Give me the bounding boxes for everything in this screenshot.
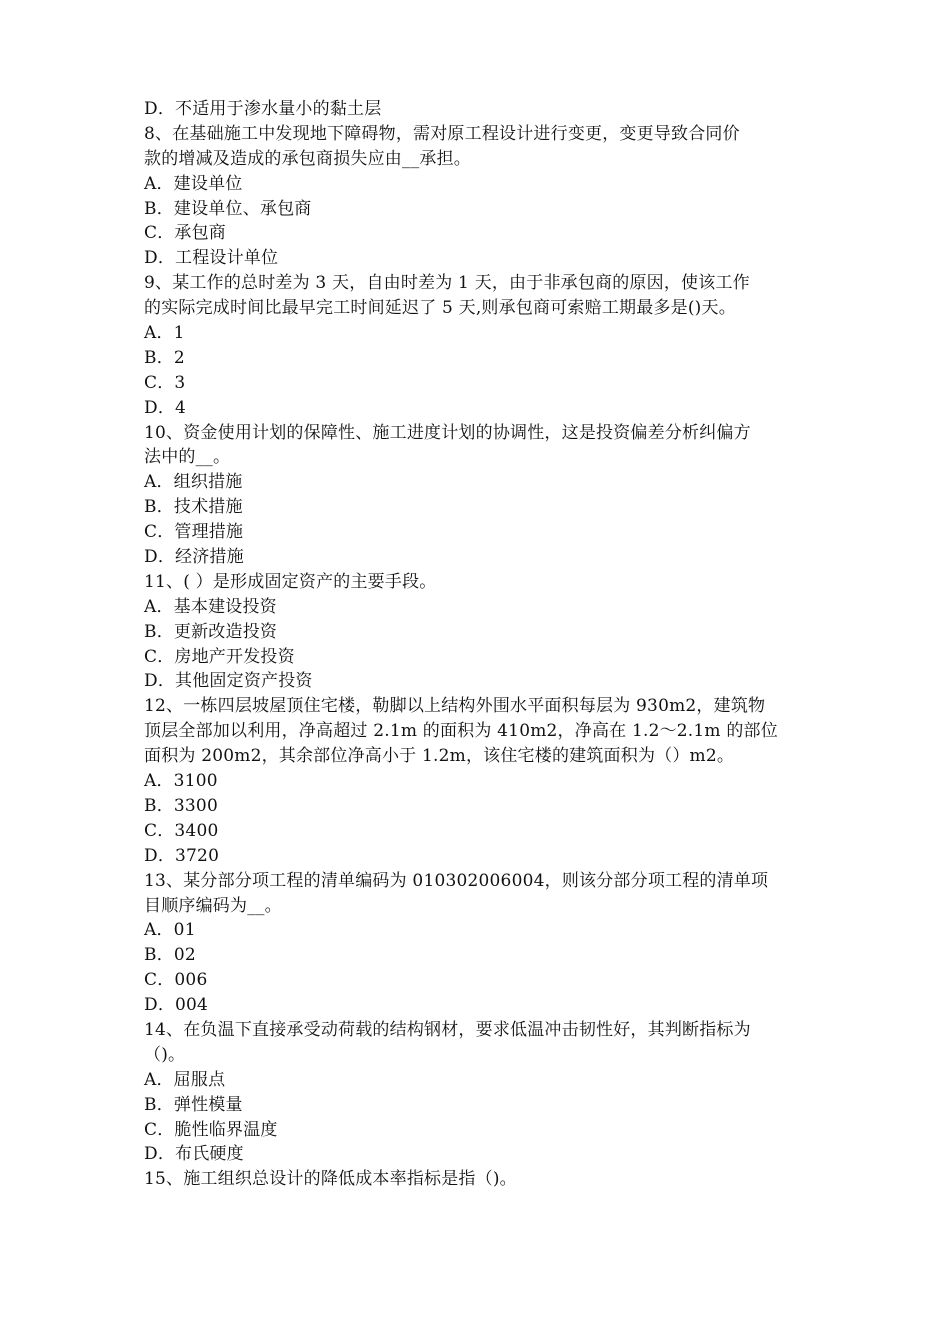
question-text-line: 目顺序编码为__。 — [144, 895, 282, 916]
answer-option: A．屈服点 — [144, 1069, 226, 1090]
answer-option: D．3720 — [144, 845, 220, 866]
answer-option: C．脆性临界温度 — [144, 1119, 278, 1140]
answer-option: C．管理措施 — [144, 522, 244, 543]
answer-option: A．组织措施 — [144, 472, 243, 493]
question-text-line: 面积为 200m2，其余部位净高小于 1.2m，该住宅楼的建筑面积为（）m2。 — [144, 746, 735, 767]
answer-option: B．更新改造投资 — [144, 621, 278, 642]
answer-option: A．01 — [144, 920, 196, 941]
answer-option: B．弹性模量 — [144, 1094, 243, 1115]
answer-option: C．3 — [144, 372, 186, 393]
answer-option: D．其他固定资产投资 — [144, 671, 313, 692]
question-text-line: 12、一栋四层坡屋顶住宅楼，勒脚以上结构外围水平面积每层为 930m2，建筑物 — [144, 696, 766, 717]
answer-option: D．工程设计单位 — [144, 248, 279, 269]
question-text-line: 14、在负温下直接承受动荷载的结构钢材，要求低温冲击韧性好，其判断指标为 — [144, 1019, 751, 1040]
answer-option: D．不适用于渗水量小的黏土层 — [144, 99, 382, 119]
answer-option: A．建设单位 — [144, 173, 243, 194]
question-text-line: 款的增减及造成的承包商损失应由__承担。 — [144, 148, 471, 169]
answer-option: D．布氏硬度 — [144, 1144, 244, 1165]
question-text-line: 9、某工作的总时差为 3 天，自由时差为 1 天，由于非承包商的原因，使该工作 — [144, 273, 750, 294]
answer-option: A．3100 — [144, 771, 218, 792]
answer-option: B．02 — [144, 945, 196, 966]
question-text-line: 顶层全部加以利用，净高超过 2.1m 的面积为 410m2，净高在 1.2～2.1m 的部位 — [144, 721, 778, 742]
answer-option: C．006 — [144, 970, 208, 991]
question-text-line: 的实际完成时间比最早完工时间延迟了 5 天,则承包商可索赔工期最多是()天。 — [144, 298, 736, 319]
question-text-line: 15、施工组织总设计的降低成本率指标是指（)。 — [144, 1169, 517, 1190]
answer-option: B．2 — [144, 347, 185, 368]
answer-option: A．基本建设投资 — [144, 596, 277, 617]
answer-option: C．3400 — [144, 820, 219, 841]
question-text-line: 11、( ）是形成固定资产的主要手段。 — [144, 571, 437, 592]
answer-option: D．4 — [144, 397, 187, 418]
answer-option: B．建设单位、承包商 — [144, 198, 312, 219]
exam-question-list — [144, 97, 806, 1192]
answer-option: A．1 — [144, 323, 185, 344]
question-text-line: 法中的__。 — [144, 447, 231, 468]
answer-option: D．经济措施 — [144, 547, 244, 568]
answer-option: C．房地产开发投资 — [144, 646, 295, 667]
answer-option: D．004 — [144, 995, 209, 1016]
answer-option: B．技术措施 — [144, 497, 243, 518]
answer-option: C．承包商 — [144, 223, 227, 244]
answer-option: B．3300 — [144, 795, 218, 816]
question-text-line: 8、在基础施工中发现地下障碍物，需对原工程设计进行变更，变更导致合同价 — [144, 123, 740, 144]
question-text-line: 10、资金使用计划的保障性、施工进度计划的协调性，这是投资偏差分析纠偏方 — [144, 422, 751, 443]
question-text-line: 13、某分部分项工程的清单编码为 010302006004，则该分部分项工程的清单项 — [144, 870, 769, 891]
question-text-line: （)。 — [144, 1044, 186, 1065]
